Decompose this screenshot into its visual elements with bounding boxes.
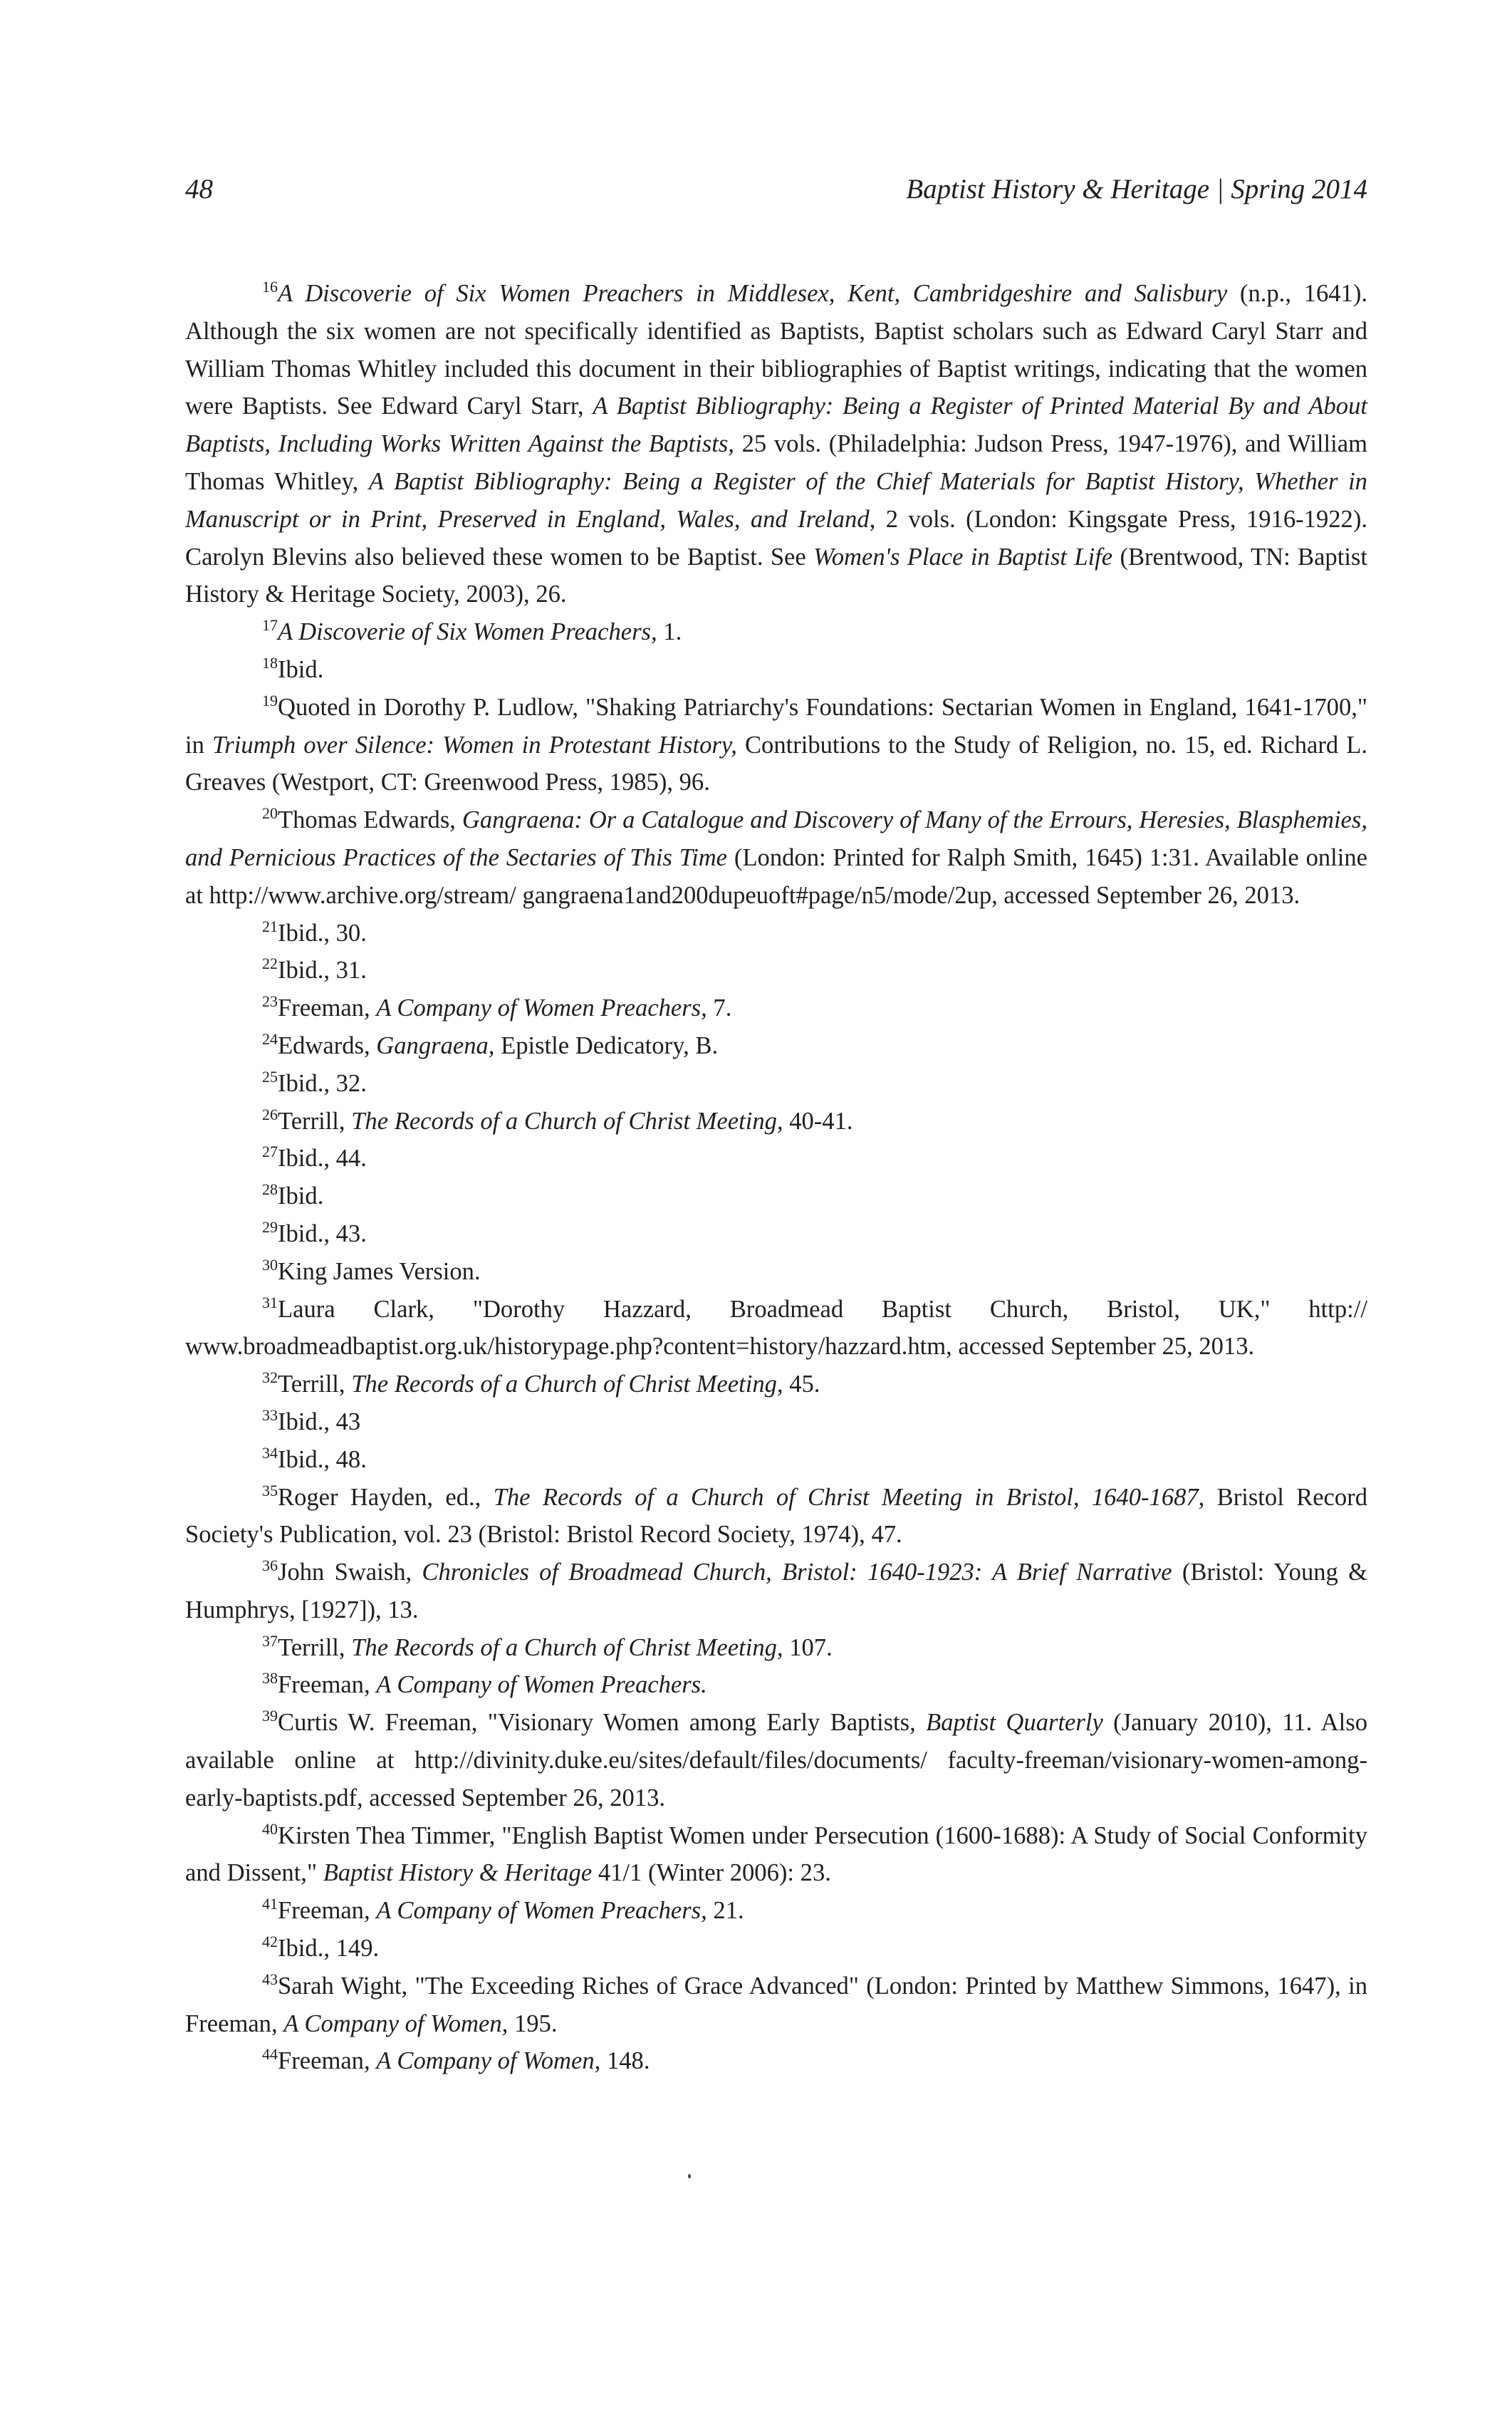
endnote-16 [185, 275, 1367, 613]
endnote-text: 45. [783, 1371, 820, 1398]
endnote-22 [185, 952, 1367, 989]
endnote-text: 2 vols. (London: Kingsgate Press, 1916-1922). Carolyn Blevins also believed these women to be Baptist. See [185, 505, 1367, 571]
endnote-title-italic: A Company of Women, [283, 2010, 509, 2037]
endnote-text: 25 vols. (Philadelphia: Judson Press, 1947-1976), and William Thomas Whitley, [185, 430, 1367, 495]
endnote-title-italic: The Records of a Church of Christ Meeting, [351, 1633, 783, 1661]
endnote-title-italic: A Company of Women Preachers, [376, 994, 707, 1022]
endnote-text: Ibid., 31. [278, 957, 367, 984]
endnote-39 [185, 1704, 1367, 1816]
endnotes-list [185, 275, 1367, 2080]
endnote-text: 148. [600, 2047, 650, 2075]
endnote-number: 27 [262, 1143, 278, 1161]
endnote-number: 23 [262, 992, 278, 1011]
endnote-38 [185, 1666, 1367, 1704]
endnote-text: John Swaish, [278, 1559, 422, 1586]
endnote-number: 20 [262, 804, 278, 823]
endnote-text: Sarah Wight, "The Exceeding Riches of Grace Advanced" (London: Printed by Matthew Simmons, 1647), in Freeman, [185, 1972, 1367, 2037]
endnote-41 [185, 1892, 1367, 1930]
endnote-text: Freeman, [278, 1897, 377, 1925]
endnote-text: Laura Clark, "Dorothy Hazzard, Broadmead Baptist Church, Bristol, UK," http:// www.broadmeadbaptist.org.uk/historypage.php?content=history/hazzard.htm, accessed September 25, 2013. [185, 1295, 1367, 1361]
endnote-number: 43 [262, 1970, 278, 1988]
endnote-number: 22 [262, 955, 278, 973]
running-header [185, 173, 1367, 216]
endnote-number: 42 [262, 1933, 278, 1951]
endnote-30 [185, 1253, 1367, 1291]
endnote-text: King James Version. [278, 1257, 481, 1285]
endnote-number: 26 [262, 1105, 278, 1123]
endnote-text: 1. [657, 618, 682, 646]
endnote-number: 32 [262, 1368, 278, 1387]
endnote-title-italic: Chronicles of Broadmead Church, Bristol: 1640-1923: A Brief Narrative [422, 1559, 1172, 1586]
endnote-text: Kirsten Thea Timmer, "English Baptist Women under Persecution (1600-1688): A Study of Social Conformity and Dissent," [185, 1821, 1367, 1887]
endnote-text: Freeman, [278, 1671, 377, 1699]
endnote-number: 33 [262, 1405, 278, 1424]
endnote-number: 38 [262, 1669, 278, 1688]
endnote-42 [185, 1930, 1367, 1967]
endnote-number: 37 [262, 1631, 278, 1650]
endnote-text: Quoted in Dorothy P. Ludlow, "Shaking Patriarchy's Foundations: Sectarian Women in England, 1641-1700," in [185, 693, 1367, 759]
endnote-number: 39 [262, 1707, 278, 1725]
endnote-number: 16 [262, 278, 278, 296]
endnote-33 [185, 1403, 1367, 1441]
endnote-36 [185, 1554, 1367, 1629]
endnote-text: (London: Printed for Ralph Smith, 1645) 1:31. Available online at http://www.archive.org/stream/ gangraena1and200dupeuoft#page/n5/mode/2up, accessed September 26, 2013. [185, 843, 1367, 909]
endnote-text: Ibid. [278, 655, 324, 683]
endnote-19 [185, 689, 1367, 801]
endnote-34 [185, 1441, 1367, 1479]
endnote-44 [185, 2042, 1367, 2080]
endnote-number: 29 [262, 1217, 278, 1236]
endnote-title-italic: Baptist Quarterly [926, 1709, 1103, 1737]
endnote-number: 24 [262, 1029, 278, 1048]
endnote-title-italic: The Records of a Church of Christ Meeting, [351, 1371, 783, 1398]
endnote-25 [185, 1065, 1367, 1103]
endnote-title-italic: A Discoverie of Six Women Preachers in Middlesex, Kent, Cambridgeshire and Salisbury [278, 280, 1228, 307]
endnote-text: 7. [707, 994, 732, 1022]
endnote-text: Terrill, [278, 1633, 352, 1661]
endnote-number: 35 [262, 1481, 278, 1499]
endnote-text: 41/1 (Winter 2006): 23. [592, 1859, 831, 1887]
endnote-29 [185, 1215, 1367, 1253]
endnote-text: Roger Hayden, ed., [278, 1483, 494, 1511]
endnote-27 [185, 1140, 1367, 1178]
endnote-21 [185, 915, 1367, 952]
endnote-title-italic: Gangraena: Or a Catalogue and Discovery of Many of the Errours, Heresies, Blasphemies, and Pernicious Practices of the Sectaries of This Time [185, 806, 1368, 871]
endnote-title-italic: Baptist History & Heritage [323, 1859, 593, 1887]
endnote-text: 107. [783, 1633, 833, 1661]
endnote-title-italic: Gangraena, [376, 1031, 495, 1059]
endnote-28 [185, 1178, 1367, 1215]
stray-mark [688, 2174, 691, 2178]
endnote-26 [185, 1103, 1367, 1140]
endnote-title-italic: A Company of Women, [376, 2047, 601, 2075]
endnote-text: Freeman, [278, 994, 377, 1022]
endnote-18 [185, 651, 1367, 689]
endnote-23 [185, 989, 1367, 1027]
endnote-text: 195. [508, 2010, 558, 2037]
endnote-number: 18 [262, 653, 278, 672]
endnote-text: Thomas Edwards, [278, 806, 462, 834]
endnote-number: 44 [262, 2045, 278, 2064]
endnote-20 [185, 801, 1367, 914]
endnote-number: 30 [262, 1255, 278, 1274]
endnote-title-italic: The Records of a Church of Christ Meeting in Bristol, 1640-1687, [493, 1483, 1205, 1511]
endnote-text: Ibid., 48. [278, 1445, 367, 1473]
endnote-title-italic: A Discoverie of Six Women Preachers, [278, 618, 657, 646]
endnote-number: 41 [262, 1895, 278, 1913]
endnote-text: Terrill, [278, 1371, 352, 1398]
endnote-number: 17 [262, 616, 278, 635]
endnote-text: Freeman, [278, 2047, 377, 2075]
endnote-text: 21. [707, 1897, 744, 1925]
endnote-text: Epistle Dedicatory, B. [494, 1031, 719, 1059]
endnote-31 [185, 1291, 1367, 1366]
endnote-text: (January 2010), 11. Also available online at http://divinity.duke.eu/sites/default/files/documents/ faculty-freeman/visionary-women-among-early-baptists.pdf, accessed September 26, 2013. [185, 1709, 1367, 1811]
endnote-text: Terrill, [278, 1107, 352, 1135]
endnote-title-italic: A Baptist Bibliography: Being a Register of Printed Material By and About Baptists, Including Works Written Against the Baptists, [185, 393, 1367, 458]
page-number: 48 [185, 174, 213, 204]
endnote-37 [185, 1629, 1367, 1667]
endnote-40 [185, 1817, 1367, 1893]
endnote-number: 36 [262, 1556, 278, 1575]
endnote-32 [185, 1366, 1367, 1403]
endnote-24 [185, 1027, 1367, 1065]
endnote-number: 34 [262, 1443, 278, 1462]
endnote-17 [185, 613, 1367, 651]
endnote-number: 21 [262, 917, 278, 935]
endnote-text: (Brentwood, TN: Baptist History & Heritage Society, 2003), 26. [185, 543, 1367, 608]
endnote-text: Bristol Record Society's Publication, vol. 23 (Bristol: Bristol Record Society, 1974), 47. [185, 1483, 1367, 1549]
endnote-number: 25 [262, 1067, 278, 1086]
running-title: Baptist History & Heritage | Spring 2014 [906, 174, 1367, 204]
endnote-text: Ibid., 44. [278, 1145, 367, 1173]
endnote-title-italic: Triumph over Silence: Women in Protestant History, [212, 731, 737, 759]
endnote-title-italic: A Company of Women Preachers, [376, 1897, 707, 1925]
endnote-title-italic: The Records of a Church of Christ Meeting, [351, 1107, 783, 1135]
endnote-35 [185, 1479, 1367, 1554]
endnote-text: Curtis W. Freeman, "Visionary Women among Early Baptists, [278, 1709, 927, 1737]
endnote-number: 31 [262, 1293, 278, 1311]
endnote-text: Ibid., 149. [278, 1935, 380, 1963]
endnote-number: 40 [262, 1819, 278, 1838]
endnote-number: 28 [262, 1180, 278, 1199]
endnote-text: Ibid., 43 [278, 1408, 361, 1435]
endnote-text: Ibid., 32. [278, 1069, 367, 1097]
endnote-text: Contributions to the Study of Religion, no. 15, ed. Richard L. Greaves (Westport, CT: Greenwood Press, 1985), 96. [185, 731, 1367, 796]
endnote-text: Ibid., 43. [278, 1220, 367, 1247]
endnote-text: (Bristol: Young & Humphrys, [1927]), 13. [185, 1559, 1367, 1623]
endnote-text: 40-41. [783, 1107, 853, 1135]
endnote-text: (n.p., 1641). Although the six women are not specifically identified as Baptists, Baptist scholars such as Edward Caryl Starr and William Thomas Whitley included this document in their bibliographies of Baptist writings, indicating that the women were Baptists. See Edward Caryl Starr, [185, 280, 1367, 420]
endnote-text: Ibid. [278, 1182, 324, 1210]
endnote-title-italic: Women's Place in Baptist Life [813, 543, 1113, 571]
endnote-text: Edwards, [278, 1031, 377, 1059]
endnote-title-italic: A Company of Women Preachers. [376, 1671, 707, 1699]
endnote-number: 19 [262, 691, 278, 709]
endnote-text: Ibid., 30. [278, 919, 367, 947]
endnote-43 [185, 1967, 1367, 2043]
endnote-title-italic: A Baptist Bibliography: Being a Register of the Chief Materials for Baptist History, Whether in Manuscript or in Print, Preserved in England, Wales, and Ireland, [185, 467, 1367, 533]
